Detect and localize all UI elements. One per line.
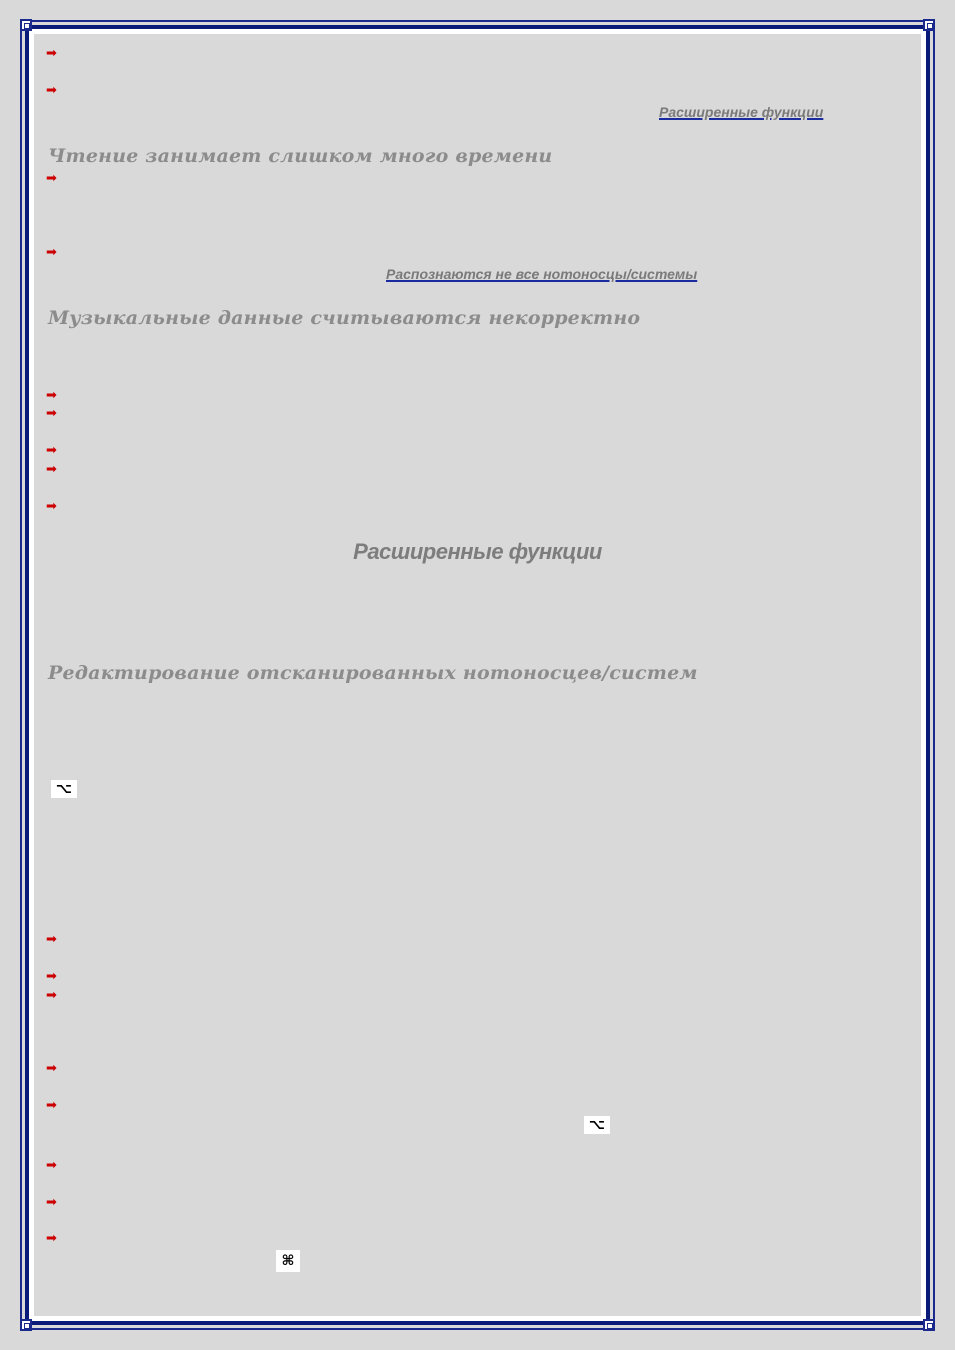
bullet-arrow-icon: ➡ <box>46 83 57 98</box>
bullet-arrow-icon: ➡ <box>46 388 57 403</box>
bullet-arrow-icon: ➡ <box>46 499 57 514</box>
bullet-arrow-icon: ➡ <box>46 1061 57 1076</box>
bullet-arrow-icon: ➡ <box>46 969 57 984</box>
option-key-icon: ⌥ <box>584 1116 610 1134</box>
heading-editing-staves: Редактирование отсканированных нотоносцев/систем <box>48 662 698 684</box>
bullet-arrow-icon: ➡ <box>46 1098 57 1113</box>
link-advanced-functions[interactable]: Расширенные функции <box>659 104 824 120</box>
bullet-arrow-icon: ➡ <box>46 406 57 421</box>
bullet-arrow-icon: ➡ <box>46 932 57 947</box>
bullet-arrow-icon: ➡ <box>46 171 57 186</box>
bullet-arrow-icon: ➡ <box>46 46 57 61</box>
bullet-arrow-icon: ➡ <box>46 988 57 1003</box>
command-key-icon: ⌘ <box>276 1250 300 1272</box>
option-key-icon: ⌥ <box>51 780 77 798</box>
link-not-all-staves[interactable]: Распознаются не все нотоносцы/системы <box>386 266 698 282</box>
heading-music-data-incorrect: Музыкальные данные считываются некорректно <box>48 307 641 329</box>
section-title-advanced: Расширенные функции <box>353 539 602 564</box>
bullet-arrow-icon: ➡ <box>46 245 57 260</box>
bullet-arrow-icon: ➡ <box>46 1158 57 1173</box>
bullet-arrow-icon: ➡ <box>46 443 57 458</box>
bullet-arrow-icon: ➡ <box>46 462 57 477</box>
bullet-arrow-icon: ➡ <box>46 1231 57 1246</box>
heading-reading-slow: Чтение занимает слишком много времени <box>48 145 553 167</box>
bullet-arrow-icon: ➡ <box>46 1195 57 1210</box>
